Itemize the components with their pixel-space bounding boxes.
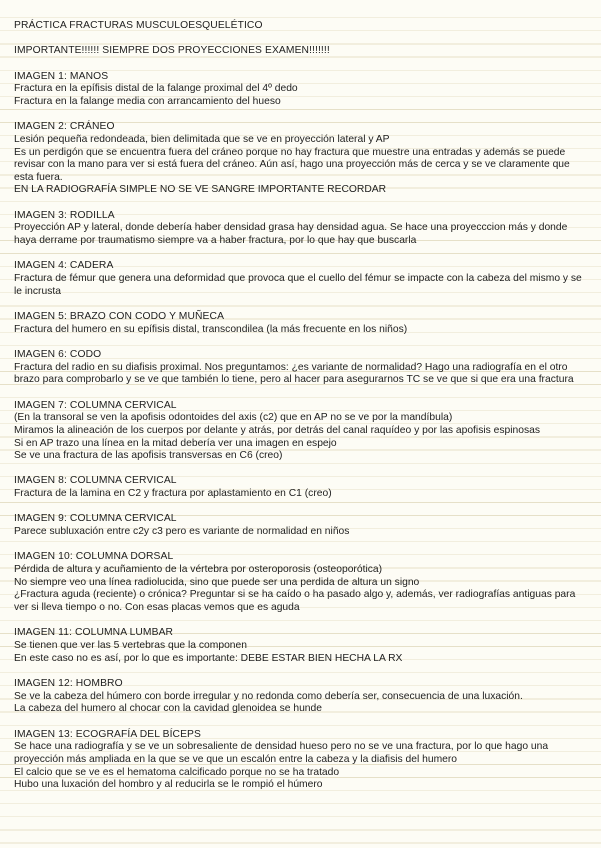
section-heading: IMAGEN 4: CADERA: [14, 260, 114, 272]
section-text-line: Se hace una radiografía y se ve un sobresaliente de densidad hueso pero no se ve una fractura, por lo que hago una proyección más ampliada en la que se ve que un escalón entre la cabeza y la diafisis del humero: [14, 741, 549, 765]
section-imagen-4: [14, 260, 592, 298]
section-text-line: (En la transoral se ven la apofisis odontoides del axis (c2) que en AP no se ve por la mandíbula): [14, 412, 453, 424]
document-page: [14, 20, 592, 804]
section-text-line: Fractura en la falange media con arrancamiento del hueso: [14, 95, 281, 107]
section-text-line: EN LA RADIOGRAFÍA SIMPLE NO SE VE SANGRE IMPORTANTE RECORDAR: [14, 184, 387, 196]
section-text-line: Pérdida de altura y acuñamiento de la vértebra por osteroporosis (osteoporótica): [14, 564, 383, 576]
section-imagen-2: [14, 121, 592, 197]
section-text-line: Proyección AP y lateral, donde debería haber densidad grasa hay densidad agua. Se hace una proyecccion más y donde haya derrame por traumatismo siempre va a haber fractura, por lo que hay que buscarla: [14, 222, 568, 247]
section-text-line: Hubo una luxación del hombro y al reducirla se le rompió el húmero: [14, 779, 323, 791]
section-text-line: Fractura del humero en su epífisis distal, transcondilea (la más frecuente en los niños): [14, 323, 408, 335]
section-imagen-9: [14, 513, 592, 538]
section-text-line: En este caso no es así, por lo que es importante: DEBE ESTAR BIEN HECHA LA RX: [14, 652, 403, 664]
section-imagen-11: [14, 627, 592, 665]
section-text-line: Fractura de fémur que genera una deformidad que provoca que el cuello del fémur se impacte con la cabeza del mismo y se le incrusta: [14, 273, 582, 297]
section-imagen-12: [14, 678, 592, 716]
section-heading: IMAGEN 12: HOMBRO: [14, 677, 123, 689]
section-text-line: Fractura en la epífisis distal de la falange proximal del 4º dedo: [14, 83, 298, 95]
section-heading: IMAGEN 10: COLUMNA DORSAL: [14, 551, 174, 563]
section-text-line: Se ve la cabeza del húmero con borde irregular y no redonda como debería ser, consecuencia de una luxación.: [14, 690, 523, 702]
section-text-line: Si en AP trazo una línea en la mitad debería ver una imagen en espejo: [14, 437, 337, 449]
important-note: IMPORTANTE!!!!!! SIEMPRE DOS PROYECCIONES EXAMEN!!!!!!!: [14, 45, 330, 57]
section-text-line: ¿Fractura aguda (reciente) o crónica? Preguntar si se ha caído o ha pasado algo y, además, ver radiografías antiguas para ver si lleva tiempo o no. Con esas placas vemos que es aguda: [14, 589, 576, 614]
section-imagen-3: [14, 210, 592, 248]
section-imagen-7: [14, 400, 592, 463]
section-text-line: Se tienen que ver las 5 vertebras que la componen: [14, 639, 247, 651]
section-heading: IMAGEN 8: COLUMNA CERVICAL: [14, 475, 177, 487]
section-imagen-6: [14, 349, 592, 387]
document-title: PRÁCTICA FRACTURAS MUSCULOESQUELÉTICO: [14, 20, 263, 31]
section-heading: IMAGEN 2: CRÁNEO: [14, 121, 115, 133]
section-heading: IMAGEN 3: RODILLA: [14, 209, 115, 221]
section-text-line: Lesión pequeña redondeada, bien delimitada que se ve en proyección lateral y AP: [14, 133, 390, 145]
section-heading: IMAGEN 6: CODO: [14, 348, 102, 360]
section-text-line: Fractura de la lamina en C2 y fractura por aplastamiento en C1 (creo): [14, 488, 332, 500]
section-text-line: El calcio que se ve es el hematoma calcificado porque no se ha tratado: [14, 766, 340, 778]
section-text-line: Es un perdigón que se encuentra fuera del cráneo porque no hay fractura que muestre una entradas y además se puede revisar con la mano para ver si está fuera del cráneo. Aún así, hago una proyección más de cerca y se ve claramente que esta fuera.: [14, 146, 570, 183]
section-imagen-13: [14, 729, 592, 792]
section-imagen-1: [14, 71, 592, 109]
section-text-line: Fractura del radio en su diafisis proximal. Nos preguntamos: ¿es variante de normalidad? Hago una radiografía en el otro brazo para comprobarlo y se ve que también lo tiene, pero al hacer para asegurarnos TC se ve que si que era una fractura: [14, 361, 574, 386]
section-imagen-8: [14, 475, 592, 500]
section-heading: IMAGEN 9: COLUMNA CERVICAL: [14, 513, 177, 525]
section-text-line: No siempre veo una línea radiolucida, sino que puede ser una perdida de altura un signo: [14, 576, 420, 588]
section-text-line: Se ve una fractura de las apofisis transversas en C6 (creo): [14, 450, 283, 462]
section-text-line: La cabeza del humero al chocar con la cavidad glenoidea se hunde: [14, 703, 322, 715]
section-heading: IMAGEN 7: COLUMNA CERVICAL: [14, 399, 177, 411]
section-heading: IMAGEN 1: MANOS: [14, 70, 109, 82]
section-heading: IMAGEN 5: BRAZO CON CODO Y MUÑECA: [14, 311, 225, 322]
section-heading: IMAGEN 11: COLUMNA LUMBAR: [14, 627, 174, 639]
section-text-line: Miramos la alineación de los cuerpos por delante y atrás, por detrás del canal raquídeo y por las apofisis espinosas: [14, 424, 541, 436]
section-imagen-10: [14, 551, 592, 614]
section-imagen-5: [14, 311, 592, 336]
section-text-line: Parece subluxación entre c2y c3 pero es variante de normalidad en niños: [14, 526, 350, 538]
sections-container: [14, 71, 592, 792]
section-heading: IMAGEN 13: ECOGRAFÍA DEL BÍCEPS: [14, 728, 201, 740]
